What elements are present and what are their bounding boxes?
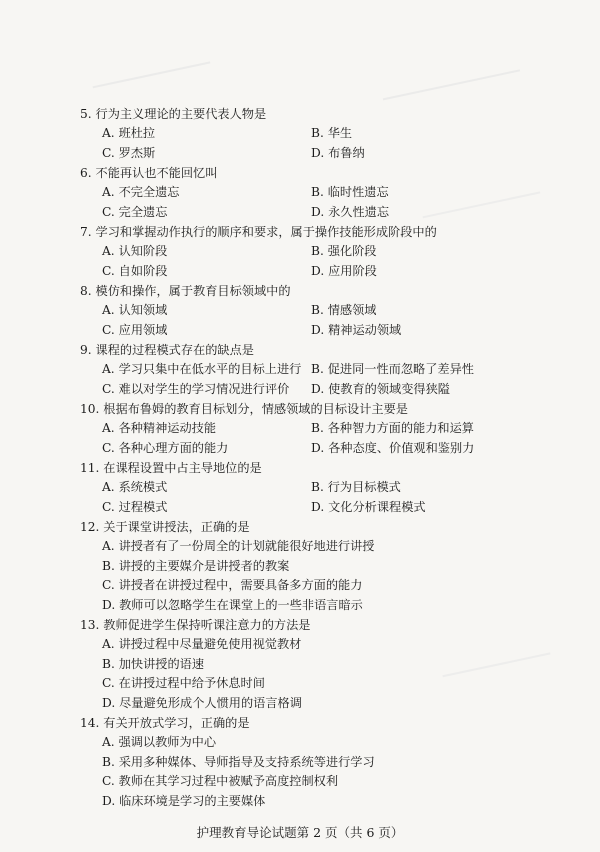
option-row [80,439,550,459]
option-text: 布鲁纳 [328,145,365,160]
option-letter: A. [102,480,115,494]
option-text: 行为目标模式 [327,480,401,494]
option-text: 临床环境是学习的主要媒体 [119,793,266,808]
option-letter: A. [102,303,115,317]
option-text: 促进同一性而忽略了差异性 [327,362,474,376]
answer-option [102,735,216,749]
question-stem [80,713,550,733]
option-letter: A. [102,421,115,435]
option-text: 应用阶段 [328,263,377,278]
option-text: 强化阶段 [327,244,377,258]
option-letter: A. [102,185,115,199]
option-line [80,576,550,596]
answer-option [102,774,338,788]
question-number: 14. [80,716,100,730]
question-number: 9. [80,343,92,357]
question-item [80,222,550,281]
option-text: 各种智力方面的能力和运算 [327,421,474,435]
option-letter: A. [102,539,115,553]
option-text: 认知领域 [118,303,168,317]
option-letter: D. [311,322,325,337]
option-row [80,124,550,144]
question-number: 11. [80,461,100,475]
page-footer: 护理教育导论试题第 2 页（共 6 页） [196,825,404,840]
question-stem [80,340,550,360]
question-text: 行为主义理论的主要代表人物是 [95,107,267,121]
option-letter: D. [311,263,325,278]
option-text: 讲授过程中尽量避免使用视觉教材 [118,637,302,651]
answer-option [311,203,389,223]
answer-option [102,419,216,439]
answer-option [311,144,365,164]
answer-option [102,755,375,769]
option-text: 加快讲授的语速 [118,656,205,671]
answer-option [102,380,289,400]
option-text: 过程模式 [118,499,168,514]
option-text: 讲授者有了一份周全的计划就能很好地进行讲授 [118,539,375,553]
option-letter: A. [102,637,115,651]
option-letter: B. [102,656,115,671]
question-text: 课程的过程模式存在的缺点是 [95,343,254,357]
option-row [80,360,550,380]
option-text: 各种心理方面的能力 [118,440,229,455]
option-text: 自如阶段 [118,263,168,278]
option-row [80,380,550,400]
answer-option [102,657,204,671]
option-text: 精神运动领域 [328,322,402,337]
option-row [80,262,550,282]
answer-option [102,578,362,592]
question-text: 关于课堂讲授法，正确的是 [103,520,250,534]
option-letter: B. [102,558,115,573]
option-row [80,301,550,321]
question-stem [80,458,550,478]
option-row [80,242,550,262]
question-item [80,399,550,458]
question-item [80,281,550,340]
answer-option [311,439,474,459]
answer-option [102,794,265,808]
question-item [80,163,550,222]
option-letter: D. [102,695,116,710]
option-row [80,419,550,439]
question-item [80,340,550,399]
option-text: 学习只集中在低水平的目标上进行 [118,362,302,376]
option-letter: A. [102,126,115,140]
answer-option [102,360,301,380]
question-stem [80,517,550,537]
option-text: 讲授的主要媒介是讲授者的教案 [118,558,290,573]
option-letter: C. [102,676,115,690]
option-text: 使教育的领域变得狭隘 [328,381,450,396]
answer-option [102,242,167,262]
question-text: 有关开放式学习，正确的是 [103,716,250,730]
question-number: 10. [80,402,100,416]
option-line [80,753,550,773]
question-item [80,615,550,713]
option-letter: D. [311,440,325,455]
answer-option [311,478,401,498]
option-line [80,694,550,714]
option-letter: C. [102,578,115,592]
option-text: 采用多种媒体、导师指导及支持系统等进行学习 [118,754,375,769]
question-stem [80,399,550,419]
question-number: 12. [80,520,100,534]
option-row [80,478,550,498]
option-line [80,733,550,753]
option-text: 应用领域 [118,322,168,337]
answer-option [102,203,167,223]
option-text: 临时性遗忘 [327,185,389,199]
watermark-mark [90,48,211,89]
question-text: 不能再认也不能回忆叫 [95,166,218,180]
option-letter: B. [311,303,324,317]
answer-option [102,478,167,498]
answer-option [311,498,426,518]
option-letter: B. [311,421,324,435]
option-text: 各种态度、价值观和鉴别力 [328,440,475,455]
question-number: 13. [80,618,100,632]
question-text: 学习和掌握动作执行的顺序和要求，属于操作技能形成阶段中的 [95,225,437,239]
answer-option [102,262,167,282]
question-stem [80,163,550,183]
option-letter: D. [102,793,116,808]
answer-option [311,242,376,262]
answer-option [311,419,474,439]
option-text: 教师在其学习过程中被赋予高度控制权利 [118,774,339,788]
question-item [80,713,550,811]
option-text: 完全遗忘 [118,204,168,219]
answer-option [102,439,228,459]
option-letter: C. [102,145,115,160]
question-text: 模仿和操作，属于教育目标领域中的 [95,284,291,298]
option-letter: C. [102,499,115,514]
option-line [80,674,550,694]
answer-option [311,124,352,144]
option-line [80,596,550,616]
option-text: 尽量避免形成个人惯用的语言格调 [119,695,302,710]
question-list [80,104,550,811]
question-text: 教师促进学生保持听课注意力的方法是 [103,618,311,632]
answer-option [102,676,265,690]
answer-option [102,539,375,553]
option-letter: D. [102,597,116,612]
watermark-mark [380,56,520,101]
question-stem [80,222,550,242]
option-line [80,792,550,812]
answer-option [102,598,363,612]
question-text: 在课程设置中占主导地位的是 [103,461,262,475]
option-row [80,321,550,341]
answer-option [102,498,167,518]
question-stem [80,615,550,635]
option-text: 强调以教师为中心 [118,735,217,749]
option-line [80,537,550,557]
option-row [80,144,550,164]
option-letter: D. [311,381,325,396]
answer-option [102,637,301,651]
option-text: 罗杰斯 [118,145,156,160]
option-text: 系统模式 [118,480,168,494]
option-row [80,498,550,518]
option-letter: B. [311,185,324,199]
option-letter: D. [311,204,325,219]
option-row [80,183,550,203]
question-stem [80,104,550,124]
option-letter: C. [102,263,115,278]
answer-option [311,262,377,282]
question-item [80,458,550,517]
option-letter: A. [102,244,115,258]
question-text: 根据布鲁姆的教育目标划分，情感领域的目标设计主要是 [103,402,408,416]
option-text: 教师可以忽略学生在课堂上的一些非语言暗示 [119,597,363,612]
question-number: 6. [80,166,92,180]
answer-option [102,559,289,573]
option-text: 认知阶段 [118,244,168,258]
option-letter: D. [311,499,325,514]
answer-option [102,124,155,144]
option-text: 各种精神运动技能 [118,421,217,435]
question-number: 5. [80,107,92,121]
option-letter: C. [102,204,115,219]
option-letter: A. [102,362,115,376]
option-line [80,655,550,675]
option-text: 华生 [327,126,353,140]
option-letter: D. [311,145,325,160]
answer-option [102,321,167,341]
option-text: 难以对学生的学习情况进行评价 [118,381,290,396]
option-letter: C. [102,774,115,788]
answer-option [102,301,167,321]
option-letter: B. [311,362,324,376]
question-number: 8. [80,284,92,298]
answer-option [311,301,376,321]
answer-option [311,360,474,380]
option-text: 情感领域 [327,303,377,317]
option-letter: C. [102,440,115,455]
option-letter: B. [311,126,324,140]
answer-option [311,380,450,400]
option-letter: A. [102,735,115,749]
option-text: 文化分析课程模式 [328,499,426,514]
option-letter: B. [102,754,115,769]
question-item [80,104,550,163]
option-letter: C. [102,381,115,396]
question-number: 7. [80,225,92,239]
option-line [80,635,550,655]
option-line [80,772,550,792]
option-text: 永久性遗忘 [328,204,390,219]
option-text: 班杜拉 [118,126,156,140]
option-letter: B. [311,244,324,258]
option-line [80,557,550,577]
option-letter: B. [311,480,324,494]
answer-option [311,183,389,203]
question-stem [80,281,550,301]
question-item [80,517,550,615]
option-letter: C. [102,322,115,337]
option-row [80,203,550,223]
answer-option [102,696,302,710]
option-text: 讲授者在讲授过程中，需要具备多方面的能力 [118,578,363,592]
answer-option [102,183,180,203]
option-text: 不完全遗忘 [118,185,180,199]
answer-option [102,144,155,164]
answer-option [311,321,401,341]
option-text: 在讲授过程中给予休息时间 [118,676,265,690]
